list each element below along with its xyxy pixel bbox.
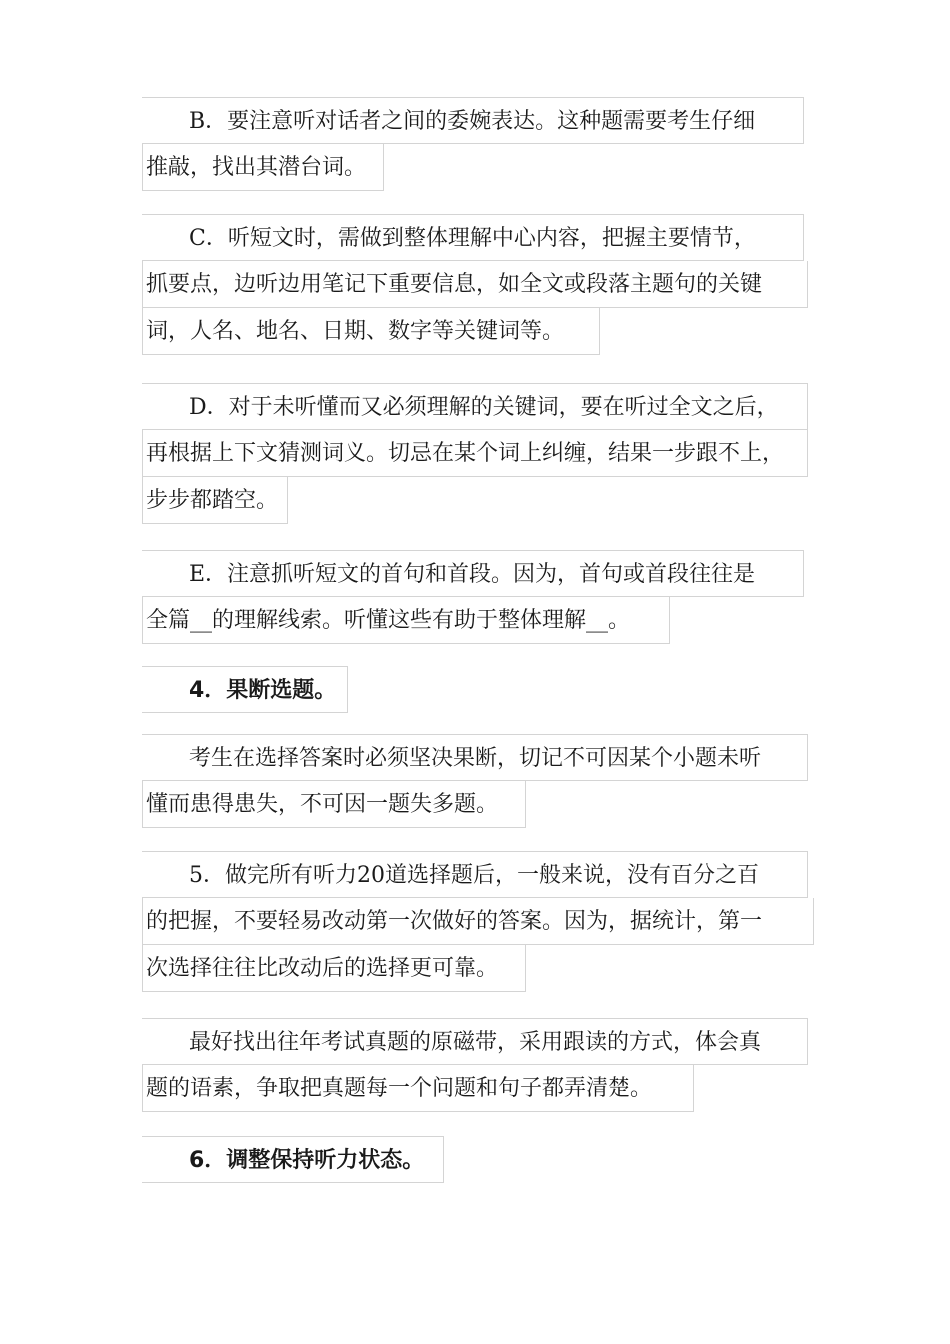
text-line: 最好找出往年考试真题的原磁带，采用跟读的方式，体会真 xyxy=(142,1018,808,1065)
text-line: 推敲，找出其潜台词。 xyxy=(142,144,384,191)
text-line: 抓要点，边听边用笔记下重要信息，如全文或段落主题句的关键 xyxy=(142,261,808,308)
section-heading: 4．果断选题。 xyxy=(142,666,348,713)
paragraph-tapes xyxy=(142,1018,822,1112)
paragraph-5 xyxy=(142,851,822,992)
text-line: 的把握，不要轻易改动第一次做好的答案。因为，据统计，第一 xyxy=(142,898,814,945)
text-line: 词，人名、地名、日期、数字等关键词等。 xyxy=(142,308,600,355)
text-line: 考生在选择答案时必须坚决果断，切记不可因某个小题未听 xyxy=(142,734,808,781)
section-heading: 6．调整保持听力状态。 xyxy=(142,1136,444,1183)
paragraph-c xyxy=(142,214,822,355)
text-line: C．听短文时，需做到整体理解中心内容，把握主要情节， xyxy=(142,214,804,261)
text-line: 5．做完所有听力20道选择题后，一般来说，没有百分之百 xyxy=(142,851,808,898)
section-heading-4 xyxy=(142,666,822,713)
text-line: E．注意抓听短文的首句和首段。因为，首句或首段往往是 xyxy=(142,550,804,597)
paragraph-d xyxy=(142,383,822,524)
paragraph-e xyxy=(142,550,822,644)
text-line: 全篇__的理解线索。听懂这些有助于整体理解__。 xyxy=(142,597,670,644)
text-line: 次选择往往比改动后的选择更可靠。 xyxy=(142,945,526,992)
paragraph-decisive xyxy=(142,734,822,828)
section-heading-6 xyxy=(142,1136,822,1183)
text-line: B．要注意听对话者之间的委婉表达。这种题需要考生仔细 xyxy=(142,97,804,144)
text-line: D．对于未听懂而又必须理解的关键词，要在听过全文之后， xyxy=(142,383,808,430)
text-line: 步步都踏空。 xyxy=(142,477,288,524)
text-line: 懂而患得患失，不可因一题失多题。 xyxy=(142,781,526,828)
text-line: 再根据上下文猜测词义。切忌在某个词上纠缠，结果一步跟不上， xyxy=(142,430,808,477)
paragraph-b xyxy=(142,97,822,191)
text-line: 题的语素，争取把真题每一个问题和句子都弄清楚。 xyxy=(142,1065,694,1112)
